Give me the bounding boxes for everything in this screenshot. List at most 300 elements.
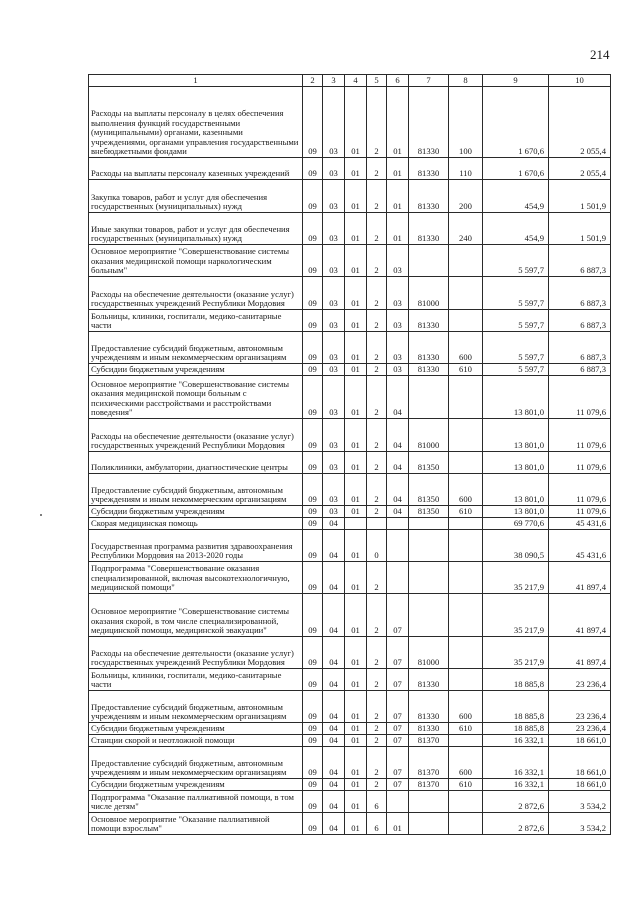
row-value-cell: 04	[387, 506, 409, 518]
row-value-cell: 04	[323, 562, 345, 594]
row-value-cell	[449, 452, 483, 474]
row-value-cell: 04	[323, 518, 345, 530]
row-value-cell: 03	[387, 245, 409, 277]
row-value-cell: 01	[345, 452, 367, 474]
table-row	[89, 791, 611, 813]
row-value-cell: 81370	[409, 747, 449, 779]
row-value-cell: 2	[367, 691, 387, 723]
row-value-cell	[449, 735, 483, 747]
row-name-cell: Основное мероприятие "Совершенствование системы оказания скорой, в том числе специализированной, медицинской помощи, медицинской эвакуации"	[89, 594, 303, 637]
row-value-cell: 09	[303, 530, 323, 562]
row-value-cell: 1 501,9	[549, 180, 611, 213]
row-name-cell: Больницы, клиники, госпитали, медико-санитарные части	[89, 310, 303, 332]
row-value-cell: 01	[345, 669, 367, 691]
row-value-cell: 09	[303, 735, 323, 747]
table-row	[89, 245, 611, 277]
row-value-cell: 6	[367, 813, 387, 835]
row-value-cell: 04	[387, 419, 409, 452]
row-value-cell: 2	[367, 158, 387, 180]
row-value-cell: 240	[449, 213, 483, 245]
row-value-cell: 01	[345, 791, 367, 813]
row-value-cell: 41 897,4	[549, 594, 611, 637]
row-value-cell	[409, 245, 449, 277]
row-value-cell: 01	[345, 530, 367, 562]
row-value-cell: 01	[345, 747, 367, 779]
row-value-cell	[387, 791, 409, 813]
row-value-cell: 81330	[409, 669, 449, 691]
row-value-cell: 04	[323, 637, 345, 669]
row-value-cell: 03	[323, 158, 345, 180]
row-value-cell: 01	[345, 779, 367, 791]
row-name-cell: Скорая медицинская помощь	[89, 518, 303, 530]
row-value-cell: 01	[387, 813, 409, 835]
table-row	[89, 277, 611, 310]
row-value-cell: 23 236,4	[549, 691, 611, 723]
row-value-cell: 18 885,8	[483, 669, 549, 691]
page-number: 214	[590, 47, 610, 62]
row-value-cell: 610	[449, 364, 483, 376]
column-header: 9	[483, 75, 549, 87]
row-value-cell: 610	[449, 779, 483, 791]
row-value-cell: 09	[303, 277, 323, 310]
row-value-cell: 2	[367, 723, 387, 735]
row-value-cell: 5 597,7	[483, 364, 549, 376]
row-value-cell: 6 887,3	[549, 332, 611, 364]
row-value-cell	[449, 594, 483, 637]
row-value-cell: 01	[387, 87, 409, 158]
column-header: 1	[89, 75, 303, 87]
row-value-cell: 04	[323, 747, 345, 779]
row-value-cell: 04	[323, 735, 345, 747]
row-value-cell: 2	[367, 419, 387, 452]
row-value-cell: 5 597,7	[483, 310, 549, 332]
row-value-cell: 81330	[409, 691, 449, 723]
row-value-cell: 2	[367, 332, 387, 364]
row-value-cell: 2	[367, 213, 387, 245]
row-value-cell: 03	[387, 364, 409, 376]
row-value-cell: 04	[323, 813, 345, 835]
table-row	[89, 723, 611, 735]
row-value-cell: 454,9	[483, 180, 549, 213]
row-value-cell: 81350	[409, 452, 449, 474]
row-value-cell: 04	[323, 691, 345, 723]
row-value-cell: 23 236,4	[549, 669, 611, 691]
row-value-cell: 2	[367, 669, 387, 691]
row-value-cell: 35 217,9	[483, 562, 549, 594]
row-value-cell: 03	[387, 310, 409, 332]
table-row	[89, 376, 611, 419]
row-value-cell: 09	[303, 594, 323, 637]
column-header: 4	[345, 75, 367, 87]
column-number-row	[89, 75, 611, 87]
row-value-cell: 6 887,3	[549, 364, 611, 376]
row-value-cell: 45 431,6	[549, 530, 611, 562]
row-value-cell: 5 597,7	[483, 332, 549, 364]
row-value-cell	[449, 637, 483, 669]
row-value-cell	[449, 530, 483, 562]
row-name-cell: Закупка товаров, работ и услуг для обеспечения государственных (муниципальных) нужд	[89, 180, 303, 213]
row-value-cell: 6 887,3	[549, 277, 611, 310]
row-value-cell: 454,9	[483, 213, 549, 245]
row-value-cell	[387, 562, 409, 594]
row-value-cell: 110	[449, 158, 483, 180]
row-value-cell: 3 534,2	[549, 813, 611, 835]
table-row	[89, 474, 611, 506]
row-value-cell: 11 079,6	[549, 452, 611, 474]
row-value-cell: 04	[323, 594, 345, 637]
row-value-cell: 01	[345, 277, 367, 310]
row-name-cell: Расходы на выплаты персоналу казенных учреждений	[89, 158, 303, 180]
row-value-cell: 09	[303, 506, 323, 518]
row-value-cell: 03	[323, 310, 345, 332]
row-value-cell: 38 090,5	[483, 530, 549, 562]
row-value-cell: 09	[303, 158, 323, 180]
scan-speck	[40, 514, 42, 516]
row-value-cell: 03	[323, 364, 345, 376]
row-value-cell	[409, 562, 449, 594]
row-value-cell: 81330	[409, 723, 449, 735]
row-value-cell: 09	[303, 637, 323, 669]
budget-table	[88, 74, 611, 835]
row-value-cell: 07	[387, 669, 409, 691]
row-value-cell	[449, 376, 483, 419]
row-value-cell: 11 079,6	[549, 376, 611, 419]
row-value-cell: 01	[345, 723, 367, 735]
row-value-cell: 35 217,9	[483, 594, 549, 637]
row-value-cell: 41 897,4	[549, 637, 611, 669]
row-value-cell: 0	[367, 530, 387, 562]
row-value-cell: 04	[323, 723, 345, 735]
row-value-cell: 81330	[409, 158, 449, 180]
row-value-cell: 13 801,0	[483, 474, 549, 506]
row-name-cell: Больницы, клиники, госпитали, медико-санитарные части	[89, 669, 303, 691]
row-name-cell: Расходы на выплаты персоналу в целях обеспечения выполнения функций государственными (муниципальными) органами, казенными учреждениями, органами управления государственными внебюджетными фондами	[89, 87, 303, 158]
row-value-cell: 600	[449, 747, 483, 779]
row-value-cell: 01	[345, 419, 367, 452]
row-value-cell	[449, 277, 483, 310]
row-value-cell	[387, 518, 409, 530]
row-value-cell: 01	[345, 310, 367, 332]
row-value-cell: 01	[345, 594, 367, 637]
row-value-cell: 69 770,6	[483, 518, 549, 530]
row-value-cell: 600	[449, 332, 483, 364]
row-value-cell: 81000	[409, 419, 449, 452]
row-value-cell: 13 801,0	[483, 452, 549, 474]
row-value-cell: 2 872,6	[483, 791, 549, 813]
row-value-cell: 03	[323, 376, 345, 419]
row-value-cell: 09	[303, 747, 323, 779]
row-name-cell: Субсидии бюджетным учреждениям	[89, 779, 303, 791]
row-value-cell: 07	[387, 747, 409, 779]
row-value-cell: 6 887,3	[549, 310, 611, 332]
table-row	[89, 594, 611, 637]
row-name-cell: Субсидии бюджетным учреждениям	[89, 364, 303, 376]
row-value-cell: 01	[345, 637, 367, 669]
column-header: 6	[387, 75, 409, 87]
row-value-cell: 200	[449, 180, 483, 213]
row-value-cell: 09	[303, 180, 323, 213]
row-value-cell: 81330	[409, 180, 449, 213]
row-value-cell: 2 055,4	[549, 87, 611, 158]
row-value-cell	[409, 813, 449, 835]
row-value-cell: 09	[303, 562, 323, 594]
row-value-cell: 2	[367, 87, 387, 158]
row-value-cell: 01	[345, 813, 367, 835]
row-value-cell: 01	[345, 87, 367, 158]
column-header: 8	[449, 75, 483, 87]
row-value-cell: 13 801,0	[483, 376, 549, 419]
row-value-cell: 16 332,1	[483, 735, 549, 747]
row-value-cell: 01	[345, 180, 367, 213]
row-value-cell: 09	[303, 364, 323, 376]
row-value-cell: 01	[345, 332, 367, 364]
table-row	[89, 735, 611, 747]
row-value-cell: 2	[367, 180, 387, 213]
row-name-cell: Предоставление субсидий бюджетным, автономным учреждениям и иным некоммерческим организациям	[89, 747, 303, 779]
row-value-cell: 81330	[409, 310, 449, 332]
row-value-cell: 81370	[409, 735, 449, 747]
table-row	[89, 158, 611, 180]
row-value-cell: 5 597,7	[483, 277, 549, 310]
row-name-cell: Расходы на обеспечение деятельности (оказание услуг) государственных учреждений Республики Мордовия	[89, 637, 303, 669]
row-value-cell: 2	[367, 747, 387, 779]
table-row	[89, 87, 611, 158]
row-name-cell: Расходы на обеспечение деятельности (оказание услуг) государственных учреждений Республики Мордовия	[89, 277, 303, 310]
row-name-cell: Станции скорой и неотложной помощи	[89, 735, 303, 747]
row-value-cell: 18 661,0	[549, 779, 611, 791]
row-value-cell: 09	[303, 779, 323, 791]
row-value-cell: 45 431,6	[549, 518, 611, 530]
row-value-cell: 09	[303, 332, 323, 364]
row-value-cell: 2	[367, 637, 387, 669]
table-row	[89, 637, 611, 669]
table-row	[89, 213, 611, 245]
row-value-cell	[449, 791, 483, 813]
row-value-cell: 1 670,6	[483, 87, 549, 158]
table-row	[89, 364, 611, 376]
row-value-cell: 2 872,6	[483, 813, 549, 835]
column-header: 3	[323, 75, 345, 87]
row-name-cell: Субсидии бюджетным учреждениям	[89, 506, 303, 518]
row-value-cell: 04	[387, 376, 409, 419]
row-value-cell: 09	[303, 213, 323, 245]
row-value-cell: 81370	[409, 779, 449, 791]
table-row	[89, 419, 611, 452]
row-value-cell: 09	[303, 813, 323, 835]
row-value-cell	[449, 419, 483, 452]
row-value-cell: 16 332,1	[483, 747, 549, 779]
row-value-cell: 03	[323, 245, 345, 277]
row-value-cell: 2 055,4	[549, 158, 611, 180]
row-value-cell: 2	[367, 735, 387, 747]
row-value-cell: 03	[387, 277, 409, 310]
row-value-cell: 2	[367, 474, 387, 506]
row-value-cell: 100	[449, 87, 483, 158]
row-value-cell: 07	[387, 735, 409, 747]
table-row	[89, 452, 611, 474]
row-value-cell: 09	[303, 245, 323, 277]
row-value-cell: 2	[367, 277, 387, 310]
row-name-cell: Основное мероприятие "Оказание паллиативной помощи взрослым"	[89, 813, 303, 835]
row-name-cell: Основное мероприятие "Совершенствование системы оказания медицинской помощи наркологическим больным"	[89, 245, 303, 277]
row-value-cell: 09	[303, 310, 323, 332]
row-value-cell: 81000	[409, 277, 449, 310]
table-row	[89, 813, 611, 835]
row-value-cell: 81350	[409, 506, 449, 518]
row-value-cell: 41 897,4	[549, 562, 611, 594]
row-value-cell: 09	[303, 691, 323, 723]
row-value-cell: 18 885,8	[483, 691, 549, 723]
row-value-cell: 13 801,0	[483, 419, 549, 452]
row-name-cell: Государственная программа развития здравоохранения Республики Мордовия на 2013-2020 годы	[89, 530, 303, 562]
row-value-cell: 16 332,1	[483, 779, 549, 791]
row-value-cell: 35 217,9	[483, 637, 549, 669]
row-value-cell	[449, 562, 483, 594]
row-value-cell: 2	[367, 594, 387, 637]
row-value-cell: 18 661,0	[549, 735, 611, 747]
row-value-cell: 07	[387, 594, 409, 637]
table-row	[89, 518, 611, 530]
row-value-cell	[387, 530, 409, 562]
row-name-cell: Подпрограмма "Оказание паллиативной помощи, в том числе детям"	[89, 791, 303, 813]
row-value-cell	[409, 530, 449, 562]
table-row	[89, 310, 611, 332]
table-row	[89, 779, 611, 791]
row-value-cell: 07	[387, 723, 409, 735]
row-value-cell: 81350	[409, 474, 449, 506]
row-value-cell	[449, 310, 483, 332]
row-value-cell: 09	[303, 87, 323, 158]
table-row	[89, 562, 611, 594]
row-value-cell: 03	[323, 452, 345, 474]
row-value-cell: 01	[345, 245, 367, 277]
row-value-cell	[449, 813, 483, 835]
row-value-cell: 2	[367, 376, 387, 419]
row-value-cell: 01	[345, 506, 367, 518]
row-value-cell: 1 501,9	[549, 213, 611, 245]
row-value-cell: 11 079,6	[549, 506, 611, 518]
row-value-cell: 01	[345, 474, 367, 506]
row-value-cell	[449, 245, 483, 277]
row-name-cell: Предоставление субсидий бюджетным, автономным учреждениям и иным некоммерческим организациям	[89, 332, 303, 364]
row-value-cell: 03	[323, 277, 345, 310]
row-name-cell: Подпрограмма "Совершенствование оказания специализированной, включая высокотехнологичную, медицинской помощи"	[89, 562, 303, 594]
row-value-cell: 04	[323, 530, 345, 562]
row-value-cell: 2	[367, 562, 387, 594]
row-value-cell: 03	[323, 213, 345, 245]
row-name-cell: Расходы на обеспечение деятельности (оказание услуг) государственных учреждений Республики Мордовия	[89, 419, 303, 452]
column-header: 5	[367, 75, 387, 87]
row-value-cell: 600	[449, 691, 483, 723]
row-value-cell: 81000	[409, 637, 449, 669]
row-value-cell: 04	[387, 474, 409, 506]
row-value-cell: 09	[303, 376, 323, 419]
column-header: 2	[303, 75, 323, 87]
row-value-cell: 2	[367, 506, 387, 518]
row-value-cell: 01	[345, 364, 367, 376]
row-value-cell: 09	[303, 669, 323, 691]
row-value-cell: 01	[345, 376, 367, 419]
row-value-cell	[449, 518, 483, 530]
row-value-cell: 04	[387, 452, 409, 474]
row-value-cell: 07	[387, 637, 409, 669]
row-value-cell: 04	[323, 779, 345, 791]
row-value-cell: 03	[323, 180, 345, 213]
table-row	[89, 530, 611, 562]
row-value-cell	[449, 669, 483, 691]
column-header: 7	[409, 75, 449, 87]
row-value-cell: 07	[387, 691, 409, 723]
row-value-cell: 81330	[409, 332, 449, 364]
row-name-cell: Иные закупки товаров, работ и услуг для обеспечения государственных (муниципальных) нужд	[89, 213, 303, 245]
row-value-cell: 11 079,6	[549, 419, 611, 452]
row-value-cell: 09	[303, 474, 323, 506]
row-value-cell: 01	[387, 158, 409, 180]
row-value-cell	[409, 518, 449, 530]
row-value-cell: 01	[387, 180, 409, 213]
row-value-cell	[409, 594, 449, 637]
row-value-cell: 610	[449, 506, 483, 518]
row-value-cell: 23 236,4	[549, 723, 611, 735]
row-value-cell: 03	[387, 332, 409, 364]
table-row	[89, 747, 611, 779]
row-value-cell: 09	[303, 791, 323, 813]
row-value-cell: 13 801,0	[483, 506, 549, 518]
row-value-cell: 09	[303, 518, 323, 530]
table-row	[89, 691, 611, 723]
row-value-cell: 600	[449, 474, 483, 506]
row-value-cell	[367, 518, 387, 530]
row-value-cell: 5 597,7	[483, 245, 549, 277]
row-value-cell: 09	[303, 452, 323, 474]
table-row	[89, 669, 611, 691]
row-name-cell: Основное мероприятие "Совершенствование системы оказания медицинской помощи больным с психическими расстройствами и расстройствами поведения"	[89, 376, 303, 419]
row-value-cell: 03	[323, 332, 345, 364]
row-value-cell: 11 079,6	[549, 474, 611, 506]
row-name-cell: Предоставление субсидий бюджетным, автономным учреждениям и иным некоммерческим организациям	[89, 474, 303, 506]
row-value-cell: 03	[323, 87, 345, 158]
row-value-cell: 2	[367, 245, 387, 277]
row-name-cell: Поликлиники, амбулатории, диагностические центры	[89, 452, 303, 474]
row-value-cell: 2	[367, 310, 387, 332]
row-value-cell: 03	[323, 419, 345, 452]
row-name-cell: Предоставление субсидий бюджетным, автономным учреждениям и иным некоммерческим организациям	[89, 691, 303, 723]
row-value-cell: 18 661,0	[549, 747, 611, 779]
row-value-cell: 81330	[409, 364, 449, 376]
row-value-cell: 09	[303, 419, 323, 452]
row-value-cell: 2	[367, 779, 387, 791]
row-value-cell: 01	[345, 562, 367, 594]
row-value-cell: 01	[345, 691, 367, 723]
column-header: 10	[549, 75, 611, 87]
row-value-cell: 6 887,3	[549, 245, 611, 277]
row-value-cell: 03	[323, 506, 345, 518]
row-name-cell: Субсидии бюджетным учреждениям	[89, 723, 303, 735]
row-value-cell: 6	[367, 791, 387, 813]
row-value-cell: 04	[323, 791, 345, 813]
row-value-cell	[409, 791, 449, 813]
table-row	[89, 332, 611, 364]
row-value-cell: 04	[323, 669, 345, 691]
row-value-cell: 01	[345, 735, 367, 747]
row-value-cell	[409, 376, 449, 419]
row-value-cell	[345, 518, 367, 530]
row-value-cell: 01	[387, 213, 409, 245]
table-row	[89, 506, 611, 518]
row-value-cell: 1 670,6	[483, 158, 549, 180]
table-row	[89, 180, 611, 213]
row-value-cell: 07	[387, 779, 409, 791]
